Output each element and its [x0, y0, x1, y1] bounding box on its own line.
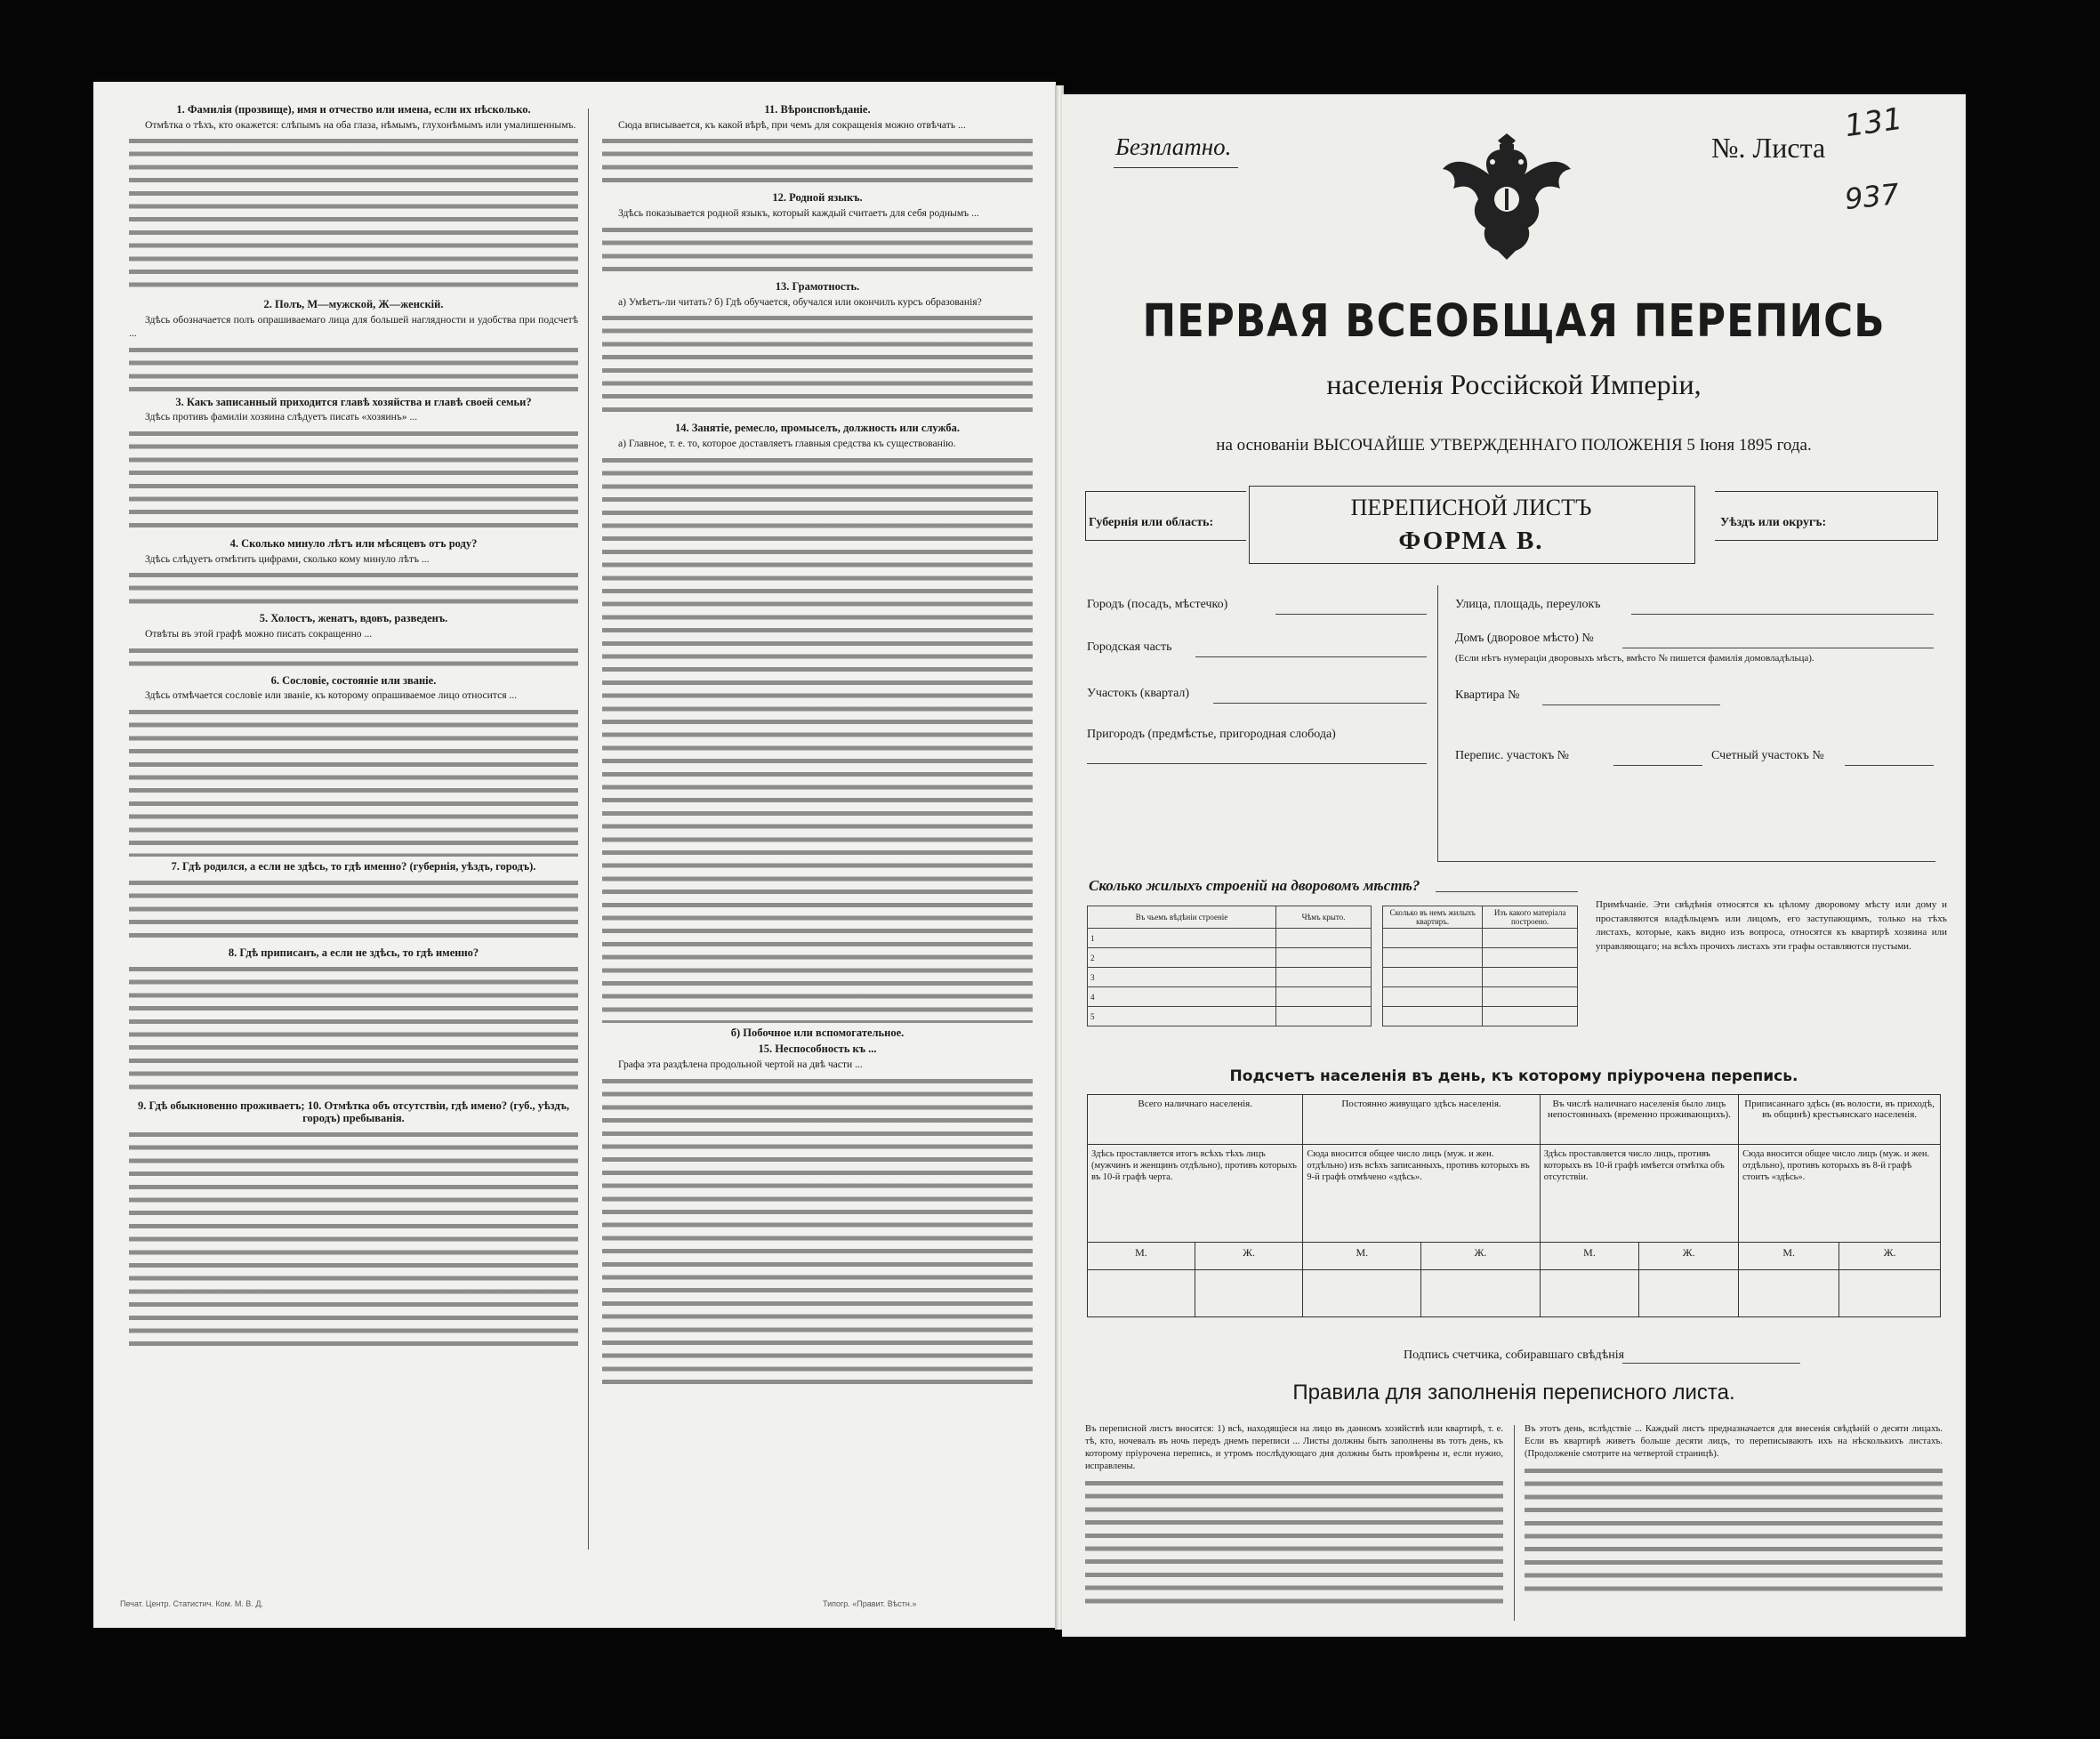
rules-column-a [1085, 1423, 1503, 1610]
table-cell [1275, 948, 1371, 968]
count-description: Сюда вносится общее число лицъ (муж. и жен. отдѣльно) изъ всѣхъ записанныхъ, противъ которыхъ въ 9-й графѣ отмѣчено «здѣсь». [1303, 1145, 1540, 1243]
count-header: Постоянно живущаго здѣсь населенія. [1303, 1095, 1540, 1145]
section-heading: 5. Холостъ, женатъ, вдовъ, разведенъ. [259, 612, 448, 625]
section-8 [129, 946, 578, 960]
left-column-b [602, 100, 1033, 1389]
table-row [1383, 1007, 1578, 1026]
section-text: Здѣсь противъ фамиліи хозяина слѣдуетъ писать «хозяинъ» ... [145, 411, 418, 423]
column-divider [588, 109, 589, 1550]
row-number: 5 [1088, 1007, 1276, 1026]
section-heading: 1. Фамилія (прозвище), имя и отчество или имена, если их нѣсколько. [176, 103, 531, 116]
count-description: Здѣсь проставляется итогъ всѣхъ тѣхъ лицъ (мужчинъ и женщинъ отдѣльно), противъ которыхъ въ 10-й графѣ черта. [1088, 1145, 1303, 1243]
text-block [602, 1075, 1033, 1386]
count-cell [1303, 1270, 1421, 1317]
table-row [1383, 948, 1578, 968]
section-text: Здѣсь слѣдуетъ отмѣтить цифрами, сколько кому минуло лѣтъ ... [145, 552, 430, 565]
section-heading: 7. Гдѣ родился, а если не здѣсь, то гдѣ именно? (губернія, уѣздъ, городъ). [171, 860, 536, 874]
table-row [1383, 968, 1578, 987]
count-cell [1195, 1270, 1302, 1317]
table-cell [1483, 1007, 1578, 1026]
section-text: Здѣсь показывается родной языкъ, который каждый считаетъ для себя роднымъ ... [618, 207, 979, 220]
table-cell [1275, 1007, 1371, 1026]
count-description: Здѣсь проставляется число лицъ, противъ которыхъ въ 10-й графѣ имѣется отмѣтка объ отсутствіи. [1540, 1145, 1738, 1243]
field-label-schetny-uchastok: Счетный участокъ № [1711, 749, 1824, 762]
text-block [129, 705, 578, 857]
section-7 [129, 860, 578, 874]
section-heading: 2. Полъ, М—мужской, Ж—женскій. [263, 298, 444, 311]
signature-line [1622, 1363, 1800, 1364]
counter-signature-label: Подпись счетчика, собиравшаго свѣдѣнія [1403, 1349, 1625, 1362]
table-row [1088, 1007, 1372, 1026]
count-cell [1421, 1270, 1541, 1317]
field-line [1436, 891, 1578, 892]
form-subtitle: ФОРМА В. [1398, 527, 1544, 555]
count-description: Сюда вносится общее число лицъ (муж. и жен. отдѣльно), противъ которыхъ въ 8-й графѣ стоитъ «здѣсь». [1739, 1145, 1941, 1243]
buildings-table-left [1087, 906, 1372, 1026]
rules-text: Въ переписной листъ вносятся: 1) всѣ, находящіеся на лицо въ данномъ хозяйствѣ или квартирѣ, т. е. тѣ, кто, ночевалъ въ ночь передъ днемъ переписи ... Листы должны быть заполнены въ тотъ день, къ которому пріурочена перепись, и утромъ послѣдующаго дня должны быть провѣрены и, если нужно, исправлены. [1085, 1424, 1503, 1472]
section-heading: 13. Грамотность. [775, 279, 860, 293]
table-header: Изъ какого матеріала построено. [1483, 906, 1578, 929]
sheet-number-label: №. Листа [1711, 132, 1826, 164]
field-label-gorod: Городъ (посадъ, мѣстечко) [1087, 598, 1228, 611]
table-cell [1483, 987, 1578, 1007]
section-heading: 14. Занятіе, ремесло, промыселъ, должность или служба. [674, 422, 961, 435]
census-subtitle: населенія Россійской Имперіи, [1326, 368, 1702, 400]
count-cell [1639, 1270, 1739, 1317]
population-count-table [1087, 1094, 1941, 1317]
free-label: Безплатно. [1115, 133, 1232, 160]
field-label-prigorod: Пригородъ (предмѣстье, пригородная слобода) [1087, 728, 1336, 741]
section-heading: 11. Вѣроисповѣданіе. [764, 103, 871, 116]
buildings-question: Сколько жилыхъ строеній на дворовомъ мѣстѣ? [1089, 877, 1420, 894]
field-line [1213, 703, 1427, 704]
gubernia-label: Губернія или область: [1089, 516, 1214, 529]
uezd-label: Уѣздъ или округъ: [1720, 516, 1827, 529]
text-block [602, 311, 1033, 418]
address-divider [1437, 585, 1438, 861]
section-9 [129, 1099, 578, 1125]
section-text: Здѣсь отмѣчается сословіе или званіе, къ которому опрашиваемое лицо относится ... [145, 689, 518, 702]
section-15 [602, 1043, 1033, 1071]
row-number: 2 [1088, 948, 1276, 968]
table-cell [1483, 948, 1578, 968]
count-title: Подсчетъ населенія въ день, къ которому пріурочена перепись. [1229, 1067, 1798, 1085]
table-cell [1383, 987, 1483, 1007]
section-11 [602, 103, 1033, 132]
rules-text: Въ этотъ день, вслѣдствіе ... Каждый листъ предназначается для внесенія свѣдѣній о десяти лицахъ. Если въ квартирѣ живетъ больше десяти лицъ, то переписываютъ ихъ на нѣсколькихъ листахъ. (Продолженіе смотрите на четвертой страницѣ). [1525, 1424, 1943, 1460]
table-row [1088, 948, 1372, 968]
table-cell [1275, 968, 1371, 987]
male-header: М. [1088, 1243, 1195, 1270]
section-14 [602, 422, 1033, 450]
note-text: Примѣчаніе. Эти свѣдѣнія относятся къ цѣлому дворовому мѣсту или дому и проставляются владѣльцемъ или лицомъ, его заступающимъ, только на тѣхъ листахъ, которые, какъ видно изъ вопроса, относятся къ квартирѣ хозяина или управляющаго; на всѣхъ прочихъ листахъ эти графы оставляются пустыми. [1596, 899, 1947, 952]
sheet-number-handwritten: 131 [1842, 101, 1905, 145]
table-cell [1483, 968, 1578, 987]
row-number: 4 [1088, 987, 1276, 1007]
buildings-table-right [1382, 906, 1578, 1026]
section-14b [602, 1026, 1033, 1040]
section-heading: 4. Сколько минуло лѣтъ или мѣсяцевъ отъ роду? [229, 536, 478, 550]
section-13 [602, 280, 1033, 309]
printer-footer: Типогр. «Правит. Вѣстн.» [823, 1599, 917, 1608]
text-block [129, 962, 578, 1096]
field-label-uchastok: Участокъ (квартал) [1087, 687, 1190, 700]
table-row [1383, 929, 1578, 948]
section-text: Отмѣтка о тѣхъ, кто окажется: слѣпымъ на оба глаза, нѣмымъ, глухонѣмымъ или умалишеннымъ. [145, 118, 576, 131]
section-heading: 9. Гдѣ обыкновенно проживаетъ; 10. Отмѣтка объ отсутствіи, гдѣ имено? (губ., уѣздъ, городъ) пребыванія. [137, 1099, 570, 1125]
field-note-dom: (Если нѣтъ нумераціи дворовыхъ мѣстъ, вмѣсто № пишется фамилія домовладѣльца). [1455, 653, 1814, 664]
text-block [129, 644, 578, 671]
text-block [602, 454, 1033, 1023]
table-row [1088, 968, 1372, 987]
legal-basis: на основаніи ВЫСОЧАЙШЕ УТВЕРЖДЕННАГО ПОЛОЖЕНІЯ 5 Іюня 1895 года. [1216, 436, 1812, 455]
sheet-number-handwritten: 937 [1843, 176, 1901, 217]
female-header: Ж. [1839, 1243, 1941, 1270]
table-cell [1275, 929, 1371, 948]
section-heading: 15. Неспособность къ ... [758, 1043, 877, 1056]
section-heading: б) Побочное или вспомогательное. [730, 1026, 905, 1039]
table-header: Въ чьемъ вѣдѣніи строеніе [1088, 906, 1276, 929]
text-block [129, 568, 578, 608]
double-headed-eagle-icon [1436, 130, 1578, 263]
section-text: а) Умѣетъ-ли читать? б) Гдѣ обучается, обучался или окончилъ курсъ образованія? [618, 295, 982, 308]
text-block [129, 134, 578, 294]
table-row [1088, 929, 1372, 948]
section-12 [602, 191, 1033, 220]
field-line [1087, 763, 1427, 764]
census-title: ПЕРВАЯ ВСЕОБЩАЯ ПЕРЕПИСЬ [1142, 294, 1886, 348]
section-1 [129, 103, 578, 132]
section-3 [129, 396, 578, 424]
section-heading: 3. Какъ записанный приходится главѣ хозяйства и главѣ своей семьи? [175, 395, 532, 408]
section-4 [129, 537, 578, 566]
male-header: М. [1540, 1243, 1638, 1270]
male-header: М. [1303, 1243, 1421, 1270]
count-header: Приписаннаго здѣсь (въ волости, въ приходѣ, въ общинѣ) крестьянскаго населенія. [1739, 1095, 1941, 1145]
female-header: Ж. [1421, 1243, 1541, 1270]
section-5 [129, 612, 578, 640]
text-block [129, 427, 578, 534]
table-cell [1383, 1007, 1483, 1026]
section-heading: 8. Гдѣ приписанъ, а если не здѣсь, то гдѣ именно? [228, 946, 479, 959]
left-page [93, 82, 1056, 1628]
text-block [602, 223, 1033, 277]
count-cell [1739, 1270, 1839, 1317]
text-block [1085, 1477, 1503, 1610]
rules-column-b [1525, 1423, 1943, 1598]
table-cell [1275, 987, 1371, 1007]
section-text: Графа эта раздѣлена продольной чертой на двѣ части ... [618, 1059, 863, 1071]
table-header: Чѣмъ крыто. [1275, 906, 1371, 929]
section-text: Здѣсь обозначается полъ опрашиваемаго лица для большей наглядности и удобства при подсчетѣ ... [129, 314, 578, 339]
count-header: Въ числѣ наличнаго населенія было лицъ непостоянныхъ (временно проживающихъ). [1540, 1095, 1738, 1145]
section-text: Отвѣты въ этой графѣ можно писать сокращенно ... [145, 628, 373, 640]
text-block [129, 876, 578, 943]
field-line [1845, 765, 1934, 766]
field-label-dom: Домъ (дворовое мѣсто) № [1455, 632, 1594, 645]
row-number: 1 [1088, 929, 1276, 948]
text-block [1525, 1464, 1943, 1598]
table-row [1383, 987, 1578, 1007]
section-text: Сюда вписывается, къ какой вѣрѣ, при чемъ для сокращенія можно отвѣчать ... [618, 118, 966, 131]
male-header: М. [1739, 1243, 1839, 1270]
field-line [1542, 704, 1720, 705]
rules-title: Правила для заполненія переписного листа. [1292, 1381, 1735, 1405]
table-header: Сколько въ немъ жилыхъ квартиръ. [1383, 906, 1483, 929]
field-line [1195, 656, 1427, 657]
field-line [1613, 765, 1702, 766]
female-header: Ж. [1639, 1243, 1739, 1270]
text-block [602, 134, 1033, 188]
count-header: Всего наличнаго населенія. [1088, 1095, 1303, 1145]
count-cell [1088, 1270, 1195, 1317]
count-cell [1839, 1270, 1941, 1317]
table-row [1088, 987, 1372, 1007]
right-page [1062, 94, 1966, 1637]
field-label-chast: Городская часть [1087, 640, 1172, 654]
field-label-perepis-uchastok: Перепис. участокъ № [1455, 749, 1570, 762]
row-number: 3 [1088, 968, 1276, 987]
field-label-ulitsa: Улица, площадь, переулокъ [1455, 598, 1601, 611]
printer-footer: Печат. Центр. Статистич. Ком. М. В. Д. [120, 1599, 263, 1608]
text-block [129, 343, 578, 392]
section-2 [129, 298, 578, 340]
table-cell [1383, 929, 1483, 948]
form-title: ПЕРЕПИСНОЙ ЛИСТЪ [1350, 495, 1592, 520]
free-underline [1114, 167, 1238, 168]
section-heading: 12. Родной языкъ. [772, 191, 863, 205]
address-divider [1437, 861, 1935, 862]
rules-divider [1514, 1425, 1515, 1621]
section-text: а) Главное, т. е. то, которое доставляетъ главныя средства къ существованію. [618, 437, 956, 449]
count-cell [1540, 1270, 1638, 1317]
left-column-a [129, 100, 578, 1353]
table-cell [1483, 929, 1578, 948]
field-line [1631, 614, 1934, 615]
female-header: Ж. [1195, 1243, 1302, 1270]
text-block [129, 1128, 578, 1350]
table-cell [1383, 968, 1483, 987]
field-label-kvartira: Квартира № [1455, 688, 1520, 702]
section-6 [129, 674, 578, 703]
section-heading: 6. Сословіе, состояніе или званіе. [270, 673, 437, 687]
field-line [1275, 614, 1427, 615]
table-cell [1383, 948, 1483, 968]
